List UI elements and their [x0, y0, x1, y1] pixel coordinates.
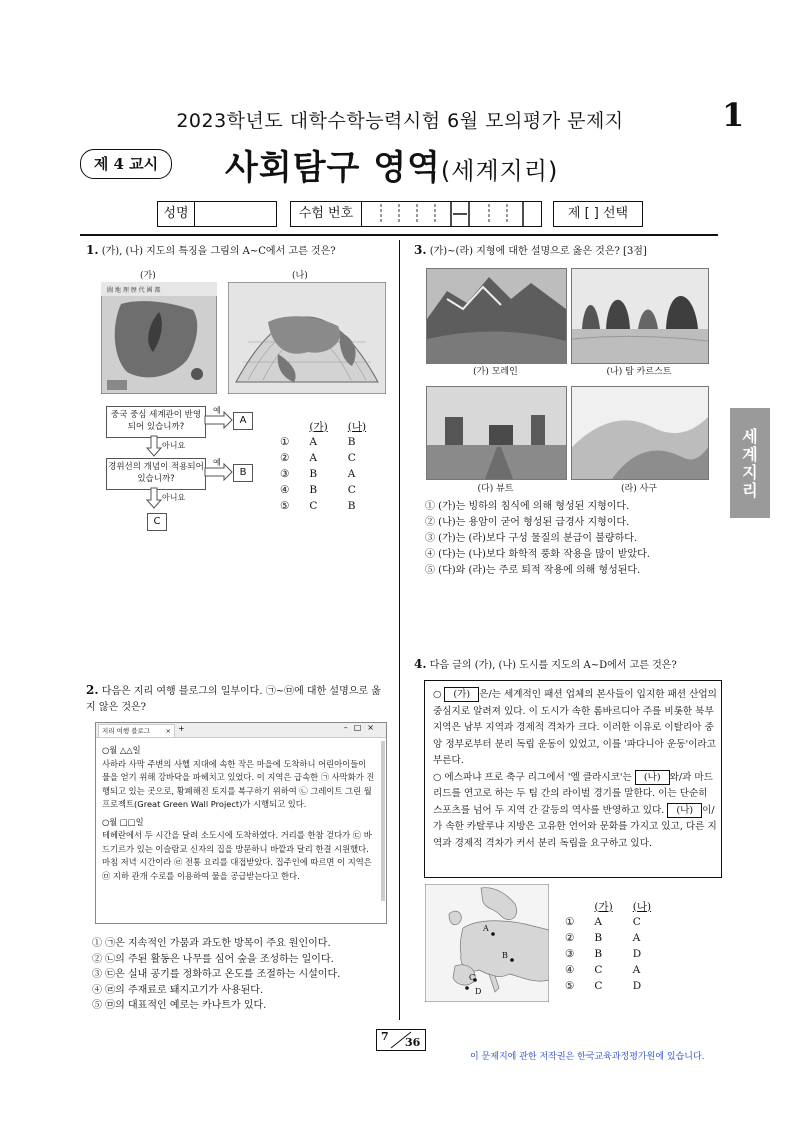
- name-label: 성명: [158, 202, 195, 226]
- q2-text: 다음은 지리 여행 블로그의 일부이다. ㉠~㉤에 대한 설명으로 옳지 않은 것은?: [86, 686, 381, 713]
- q3-number: 3.: [414, 243, 427, 257]
- q1-yes-1: 예: [213, 406, 221, 415]
- header-rule: [80, 234, 718, 236]
- q1-flow-box-1: 중국 중심 세계관이 반영되어 있습니까?: [106, 406, 206, 438]
- q3-options: [425, 499, 725, 579]
- q4-col-b: (나): [632, 900, 652, 913]
- q2-stem: [86, 682, 386, 716]
- q4-map-label-d: D: [475, 987, 482, 996]
- q1-node-c: C: [147, 513, 167, 531]
- q1-options-table: [270, 418, 376, 514]
- q2-number: 2.: [86, 683, 99, 697]
- q1-node-b: B: [233, 464, 253, 482]
- q2-blog-body: [96, 738, 386, 883]
- copyright-notice: 이 문제지에 관한 저작권은 한국교육과정평가원에 있습니다.: [470, 1052, 705, 1062]
- q3-option-4[interactable]: ④ (다)는 (나)보다 화학적 풍화 작용을 많이 받았다.: [425, 549, 650, 560]
- window-controls-icon[interactable]: –□×: [343, 723, 380, 732]
- q3-caption-b: (나) 탑 카르스트: [606, 367, 672, 377]
- q2-scrollbar[interactable]: [381, 741, 385, 901]
- exam-number-field[interactable]: [290, 201, 542, 227]
- q2-paragraph-1: 사하라 사막 주변의 사헬 지대에 속한 작은 마을에 도착하니 어린아이들이 물을 얻기 위해 강바닥을 파헤치고 있었다. 이 지역은 급속한 ㉠ 사막화가 진행되고 있는 곳으로, 황폐해진 토지를 복구하기 위하여 ㉡ 그레이트 그린 월 프로젝트(Great Green Wall Project)가 시행되고 있다.: [102, 758, 375, 809]
- new-tab-icon[interactable]: +: [178, 724, 185, 733]
- q4-option-3[interactable]: ③ B D: [565, 948, 642, 960]
- page-number: 1: [722, 96, 745, 134]
- q1-number: 1.: [86, 243, 99, 257]
- column-divider: [399, 240, 400, 1020]
- q1-col-a: (가): [309, 420, 328, 433]
- q2-date-1: ○월 △△일: [102, 745, 141, 755]
- q2-option-3[interactable]: ③ ㉢은 실내 공기를 정화하고 온도를 조절하는 시설이다.: [92, 969, 341, 980]
- q4-col-a: (가): [594, 900, 613, 913]
- q3-option-2[interactable]: ② (나)는 용암이 굳어 형성된 급경사 지형이다.: [425, 517, 630, 528]
- q2-paragraph-2: 테헤란에서 두 시간을 달려 소도시에 도착하였다. 거리를 한참 걷다가 ㉢ 바드기르가 있는 이슬람교 신자의 집을 방문하니 바깥과 달리 한결 시원했다. 마침 저녁 시간이라 ㉣ 전통 요리를 대접받았다. 집주인에 따르면 이 지역은 ㉤ 지하 관개 수로를 이용하여 물을 공급받는다고 한다.: [102, 830, 372, 881]
- q4-europe-map: [425, 884, 549, 1002]
- q1-node-a: A: [233, 412, 253, 430]
- choice-field[interactable]: 제 [ ] 선택: [553, 201, 643, 227]
- subject-sub: (세계지리): [440, 157, 559, 185]
- q3-photo-butte: [426, 386, 567, 480]
- q3-photo-moraine: [426, 268, 567, 364]
- exam-number-label: 수험 번호: [291, 202, 362, 226]
- q3-text: (가)~(라) 지형에 대한 설명으로 옳은 것은? [3점]: [429, 246, 647, 257]
- q1-col-b: (나): [347, 420, 367, 433]
- q4-option-1[interactable]: ① A C: [565, 916, 641, 928]
- q4-option-4[interactable]: ④ C A: [565, 964, 641, 976]
- q1-option-2[interactable]: ② A C: [280, 452, 356, 464]
- subject-title: [225, 140, 558, 189]
- q4-text: 다음 글의 (가), (나) 도시를 지도의 A~D에서 고른 것은?: [429, 660, 677, 671]
- q3-caption-a: (가) 모레인: [473, 367, 518, 377]
- q1-map-b-image: [228, 282, 386, 394]
- q4-paragraph-2: ○ 에스파냐 프로 축구 리그에서 '엘 클라시코'는 (나) 와/과 마드리드를 연고로 하는 두 팀 간의 라이벌 경기를 말한다. 이는 단순히 스포츠를 넘어 두 지역 간 갈등의 역사를 반영하고 있다. (나) 이/가 속한 카탈루냐 지방은 고유한 언어와 문화를 가지고 있고, 다른 지역과 경제적 격차가 커서 분리 독립을 요구하고 있다.: [433, 771, 717, 849]
- q3-photo-tower-karst: [571, 268, 709, 364]
- subject-main: 사회탐구 영역: [225, 148, 441, 188]
- exam-number-cells: [363, 202, 539, 226]
- q1-yes-2: 예: [213, 458, 221, 467]
- q4-paragraph-1: ○ (가) 은/는 세계적인 패션 업체의 본사들이 입지한 패션 산업의 중심지로 알려져 있다. 이 도시가 속한 롬바르디아 주를 비롯한 북부 지역은 남부 지역과 경제적 격차가 크다. 이러한 이유로 이탈리아 중앙 정부로부터 분리 독립 운동이 있었고, 이를 '파다니아 운동'이라고 부른다.: [433, 689, 717, 766]
- period-badge: 제 4 교시: [80, 149, 172, 179]
- q1-option-4[interactable]: ④ B C: [280, 484, 356, 496]
- page-counter: [376, 1029, 426, 1051]
- q1-no-2: 아니요: [162, 493, 186, 502]
- q2-option-1[interactable]: ① ㉠은 지속적인 가뭄과 과도한 방목이 주요 원인이다.: [92, 938, 331, 949]
- page-total: 36: [405, 1036, 421, 1049]
- q2-date-2: ○월 □□일: [102, 816, 144, 827]
- side-tab-text: 세계지리: [742, 427, 758, 500]
- svg-text:圖 地 理 歷 代 國 都: 圖 地 理 歷 代 國 都: [107, 287, 161, 294]
- exam-title: 2023학년도 대학수학능력시험 6월 모의평가 문제지: [176, 110, 624, 132]
- q1-flow-box-2: 경위선의 개념이 적용되어 있습니까?: [106, 458, 206, 490]
- q3-caption-d: (라) 사구: [621, 484, 657, 494]
- page-current: 7: [381, 1030, 389, 1043]
- q3-option-1[interactable]: ① (가)는 빙하의 침식에 의해 형성된 지형이다.: [425, 501, 630, 512]
- q3-stem: [414, 242, 714, 260]
- q1-option-5[interactable]: ⑤ C B: [280, 500, 356, 512]
- q4-blank-b-2: (나): [667, 803, 702, 818]
- q4-blank-b-1: (나): [635, 770, 670, 785]
- q4-map-label-c: C: [469, 973, 476, 982]
- q1-map-a-image: [101, 282, 217, 394]
- q2-options: [92, 936, 392, 1014]
- q2-option-2[interactable]: ② ㉡의 주된 활동은 나무를 심어 숲을 조성하는 일이다.: [92, 953, 334, 965]
- q4-map-label-a: A: [483, 924, 489, 933]
- q2-blog-window: [95, 722, 387, 924]
- q1-option-1[interactable]: ① A B: [280, 436, 356, 448]
- q4-option-2[interactable]: ② B A: [565, 932, 641, 944]
- q1-map-a-label: (가): [140, 271, 156, 281]
- q4-stem: [414, 656, 714, 674]
- q3-option-3[interactable]: ③ (가)는 (라)보다 구성 물질의 분급이 불량하다.: [425, 533, 638, 544]
- q1-option-3[interactable]: ③ B A: [280, 468, 356, 480]
- q2-option-4[interactable]: ④ ㉣의 주재료로 돼지고기가 사용된다.: [92, 984, 264, 996]
- q4-number: 4.: [414, 657, 427, 671]
- q3-photo-dune: [571, 386, 709, 480]
- q2-browser-titlebar: [96, 723, 386, 738]
- q1-stem: [86, 242, 396, 260]
- q4-passage-box: [424, 680, 722, 878]
- q4-map-label-b: B: [502, 951, 508, 960]
- q4-blank-a: (가): [444, 687, 479, 702]
- side-subject-tab: [730, 408, 770, 518]
- name-field[interactable]: [157, 201, 277, 227]
- q3-caption-c: (다) 뷰트: [477, 484, 514, 494]
- q3-option-5[interactable]: ⑤ (다)와 (라)는 주로 퇴적 작용에 의해 형성된다.: [425, 565, 641, 576]
- tab-close-icon[interactable]: ×: [165, 727, 171, 735]
- q1-text: (가), (나) 지도의 특징을 그림의 A~C에서 고른 것은?: [101, 246, 336, 257]
- q2-browser-tab[interactable]: 지리 여행 블로그 ×: [98, 724, 175, 738]
- q1-map-b-label: (나): [292, 271, 308, 281]
- q4-option-5[interactable]: ⑤ C D: [565, 980, 642, 992]
- q2-option-5[interactable]: ⑤ ㉤의 대표적인 예로는 카나트가 있다.: [92, 1000, 267, 1011]
- q4-options-table: [555, 898, 661, 994]
- q1-no-1: 아니요: [162, 441, 186, 450]
